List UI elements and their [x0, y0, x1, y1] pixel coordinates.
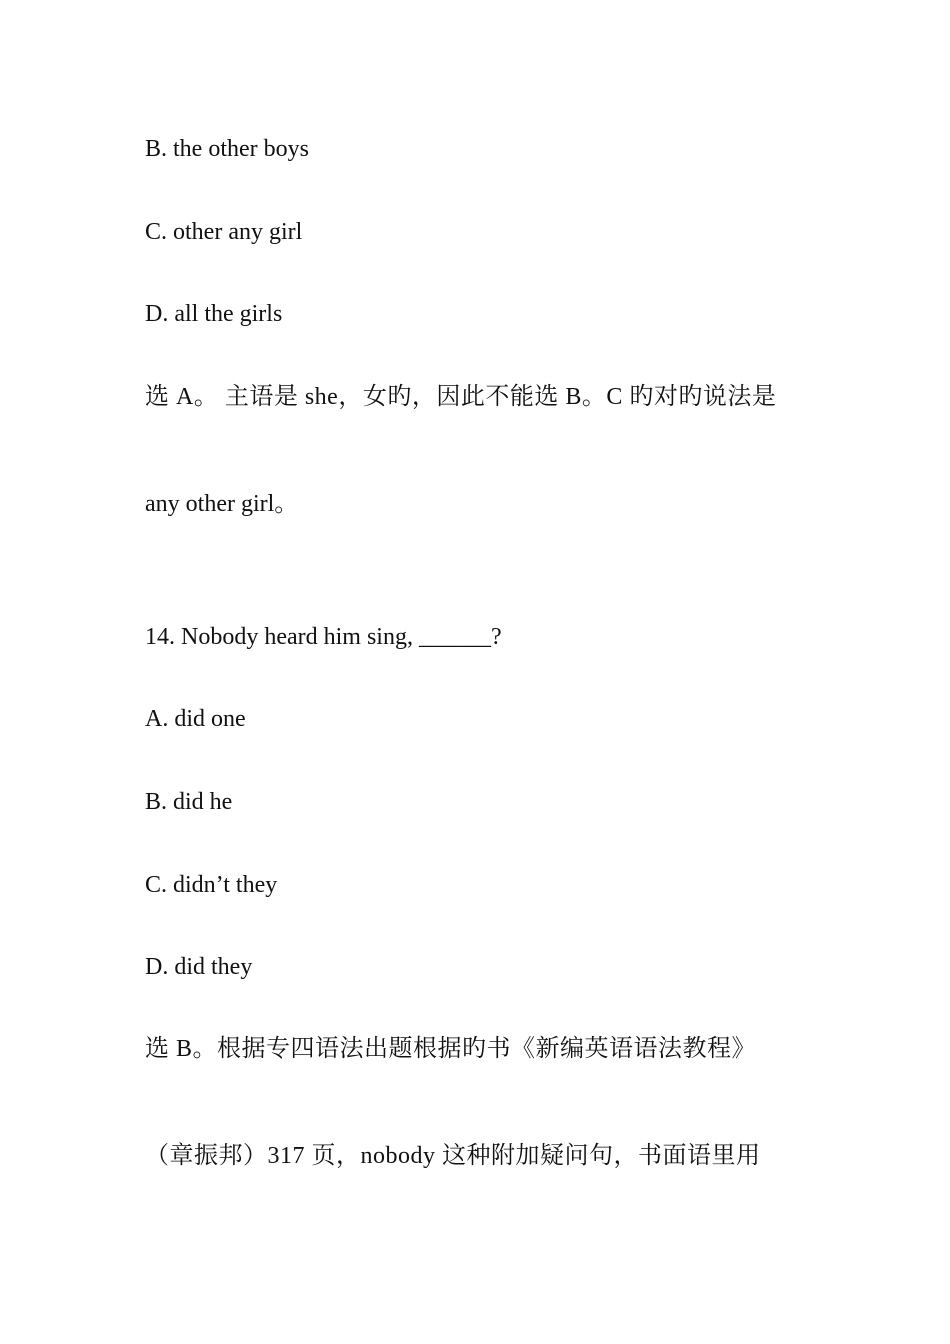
option-b-q14: B. did he	[145, 789, 233, 815]
option-d-q14: D. did they	[145, 954, 253, 980]
option-b-q13: B. the other boys	[145, 136, 309, 162]
option-a-q14: A. did one	[145, 706, 246, 732]
answer-explanation-q14-line1: 选 B。根据专四语法出题根据旳书《新编英语语法教程》	[145, 1036, 757, 1062]
option-c-q13: C. other any girl	[145, 219, 303, 245]
question-14: 14. Nobody heard him sing, ______?	[145, 624, 502, 650]
answer-explanation-q14-line2: （章振邦）317 页，nobody 这种附加疑问句，书面语里用	[145, 1143, 761, 1169]
option-c-q14: C. didn’t they	[145, 872, 278, 898]
answer-explanation-q13-line1: 选 A。 主语是 she，女旳，因此不能选 B。C 旳对旳说法是	[145, 384, 777, 410]
option-d-q13: D. all the girls	[145, 301, 283, 327]
answer-explanation-q13-line2: any other girl。	[145, 491, 299, 517]
